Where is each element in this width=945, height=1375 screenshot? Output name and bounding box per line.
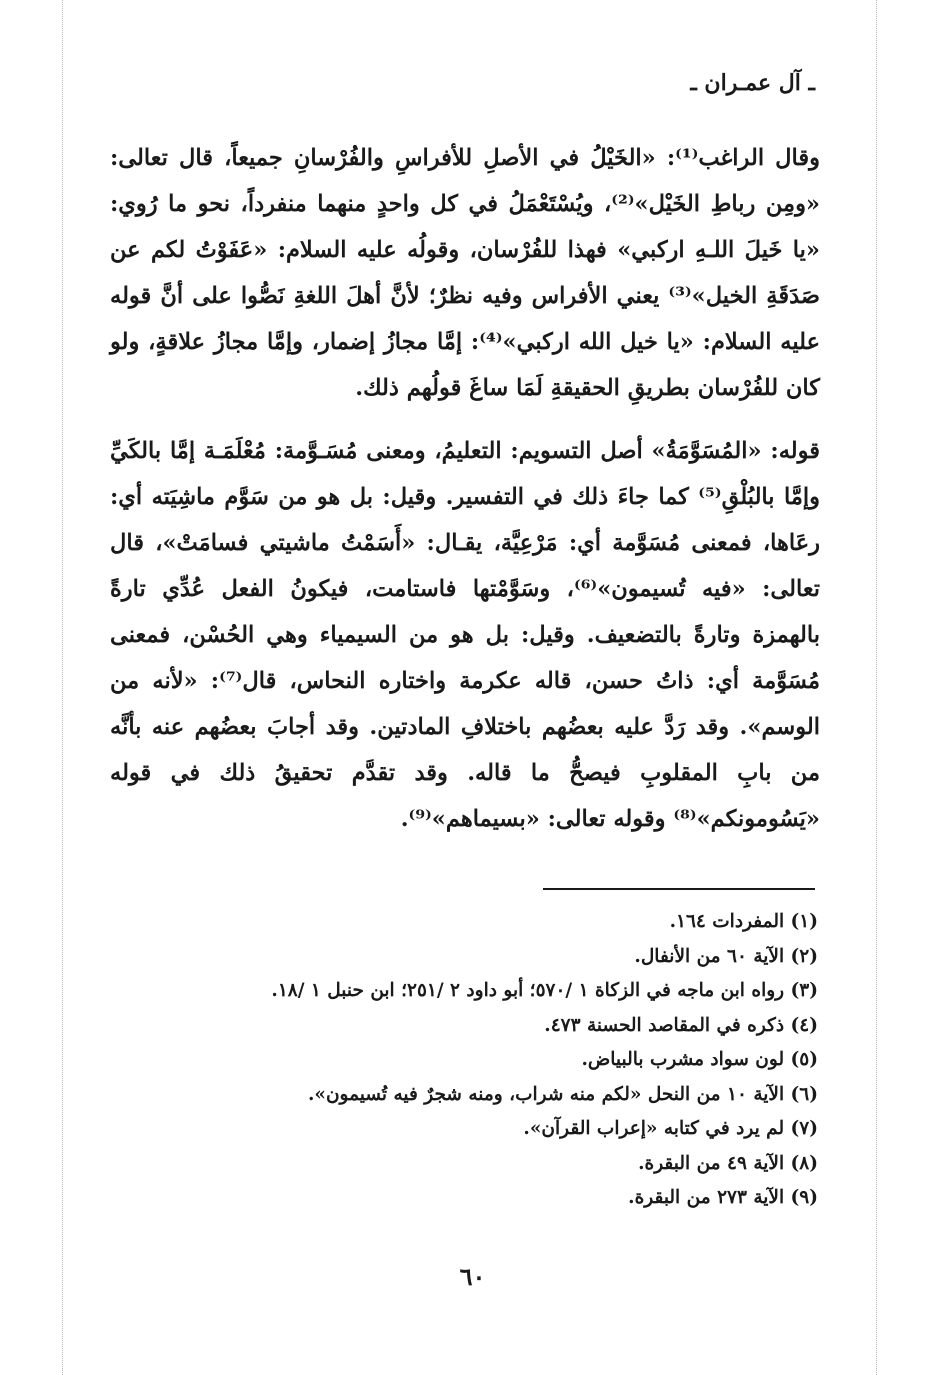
- body-paragraph-1: وقال الراغب⁽¹⁾: «الخَيْلُ في الأصلِ للأفراسِ والفُرْسانِ جميعاً، قال تعالى: «ومِن رباطِ الخَيْل»⁽²⁾، ويُسْتَعْمَلُ في كل واحدٍ منهما منفرداً، نحو ما رُوي: «يا خَيلَ اللـهِ اركبي» فهذا للفُرْسان، وقولُه عليه السلام: «عَفَوْتُ لكم عن صَدَقَةِ الخيل»⁽³⁾ يعني الأفراس وفيه نظرٌ؛ لأنَّ أهلَ اللغةِ نَصُّوا على أنَّ قوله عليه السلام: «يا خيل الله اركبي»⁽⁴⁾: إمَّا مجازُ إضمار، وإمَّا مجازُ علاقةٍ، ولو كان للفُرْسان بطريقِ الحقيقةِ لَمَا ساغَ قولُهم ذلك.: [110, 144, 821, 401]
- footnote-5: (٥) لون سواد مشرب بالبياض.: [581, 1049, 818, 1070]
- page-number: ٦٠: [459, 1262, 486, 1291]
- footnote-3: (٣) رواه ابن ماجه في الزكاة ١ /٥٧٠؛ أبو داود ٢ /٢٥١؛ ابن حنبل ١ /١٨.: [271, 980, 818, 1001]
- scan-fold-line-right: [876, 0, 877, 1375]
- footnote-4: (٤) ذكره في المقاصد الحسنة ٤٧٣.: [544, 1014, 818, 1036]
- footnote-6: (٦) الآية ١٠ من النحل «لكم منه شراب، ومنه شجرٌ فيه تُسيمون».: [307, 1083, 818, 1105]
- running-header-title: ـ آل عمـران ـ: [690, 70, 815, 96]
- scan-fold-line-left: [62, 0, 63, 1375]
- footnote-1: (١) المفردات ١٦٤.: [669, 911, 818, 932]
- footnote-7: (٧) لم يرد في كتابه «إعراب القرآن».: [523, 1118, 818, 1139]
- body-paragraph-2: قوله: «المُسَوَّمَةُ» أصل التسويم: التعليمُ، ومعنى مُسَـوَّمة: مُعْلَمَـة إمَّا بالكَيِّ وإمَّا بالبُلْقِ⁽⁵⁾ كما جاءَ ذلك في التفسير. وقيل: بل هو من سَوَّم ماشِيَته أي: رعَاها، فمعنى مُسَوَّمة أي: مَرْعِيَّة، يقـال: «أَسَمْتُ ماشيتي فسامَتْ»، قال تعالى: «فيه تُسيمون»⁽⁶⁾، وسَوَّمْتها فاستامت، فيكونُ الفعل عُدِّي تارةً بالهمزة وتارةً بالتضعيف. وقيل: بل هو من السيمياء وهي الحُسْن، فمعنى مُسَوَّمة أي: ذاتُ حسن، قاله عكرمة واختاره النحاس، قال⁽⁷⁾: «لأنه من الوسم». وقد رَدَّ عليه بعضُهم باختلافِ المادتين. وقد أجابَ بعضُهم عنه بأنَّه من بابِ المقلوبِ فيصحُّ ما قاله. وقد تقدَّم تحقيقُ ذلك في قوله «يَسُومونكم»⁽⁸⁾ وقوله تعالى: «بسيماهم»⁽⁹⁾.: [110, 437, 821, 832]
- footnote-8: (٨) الآية ٤٩ من البقرة.: [638, 1152, 818, 1174]
- footnote-2: (٢) الآية ٦٠ من الأنفال.: [634, 945, 818, 967]
- footnotes-list: [150, 905, 818, 1216]
- footnote-separator: [543, 888, 815, 890]
- footnote-9: (٩) الآية ٢٧٣ من البقرة.: [628, 1187, 818, 1208]
